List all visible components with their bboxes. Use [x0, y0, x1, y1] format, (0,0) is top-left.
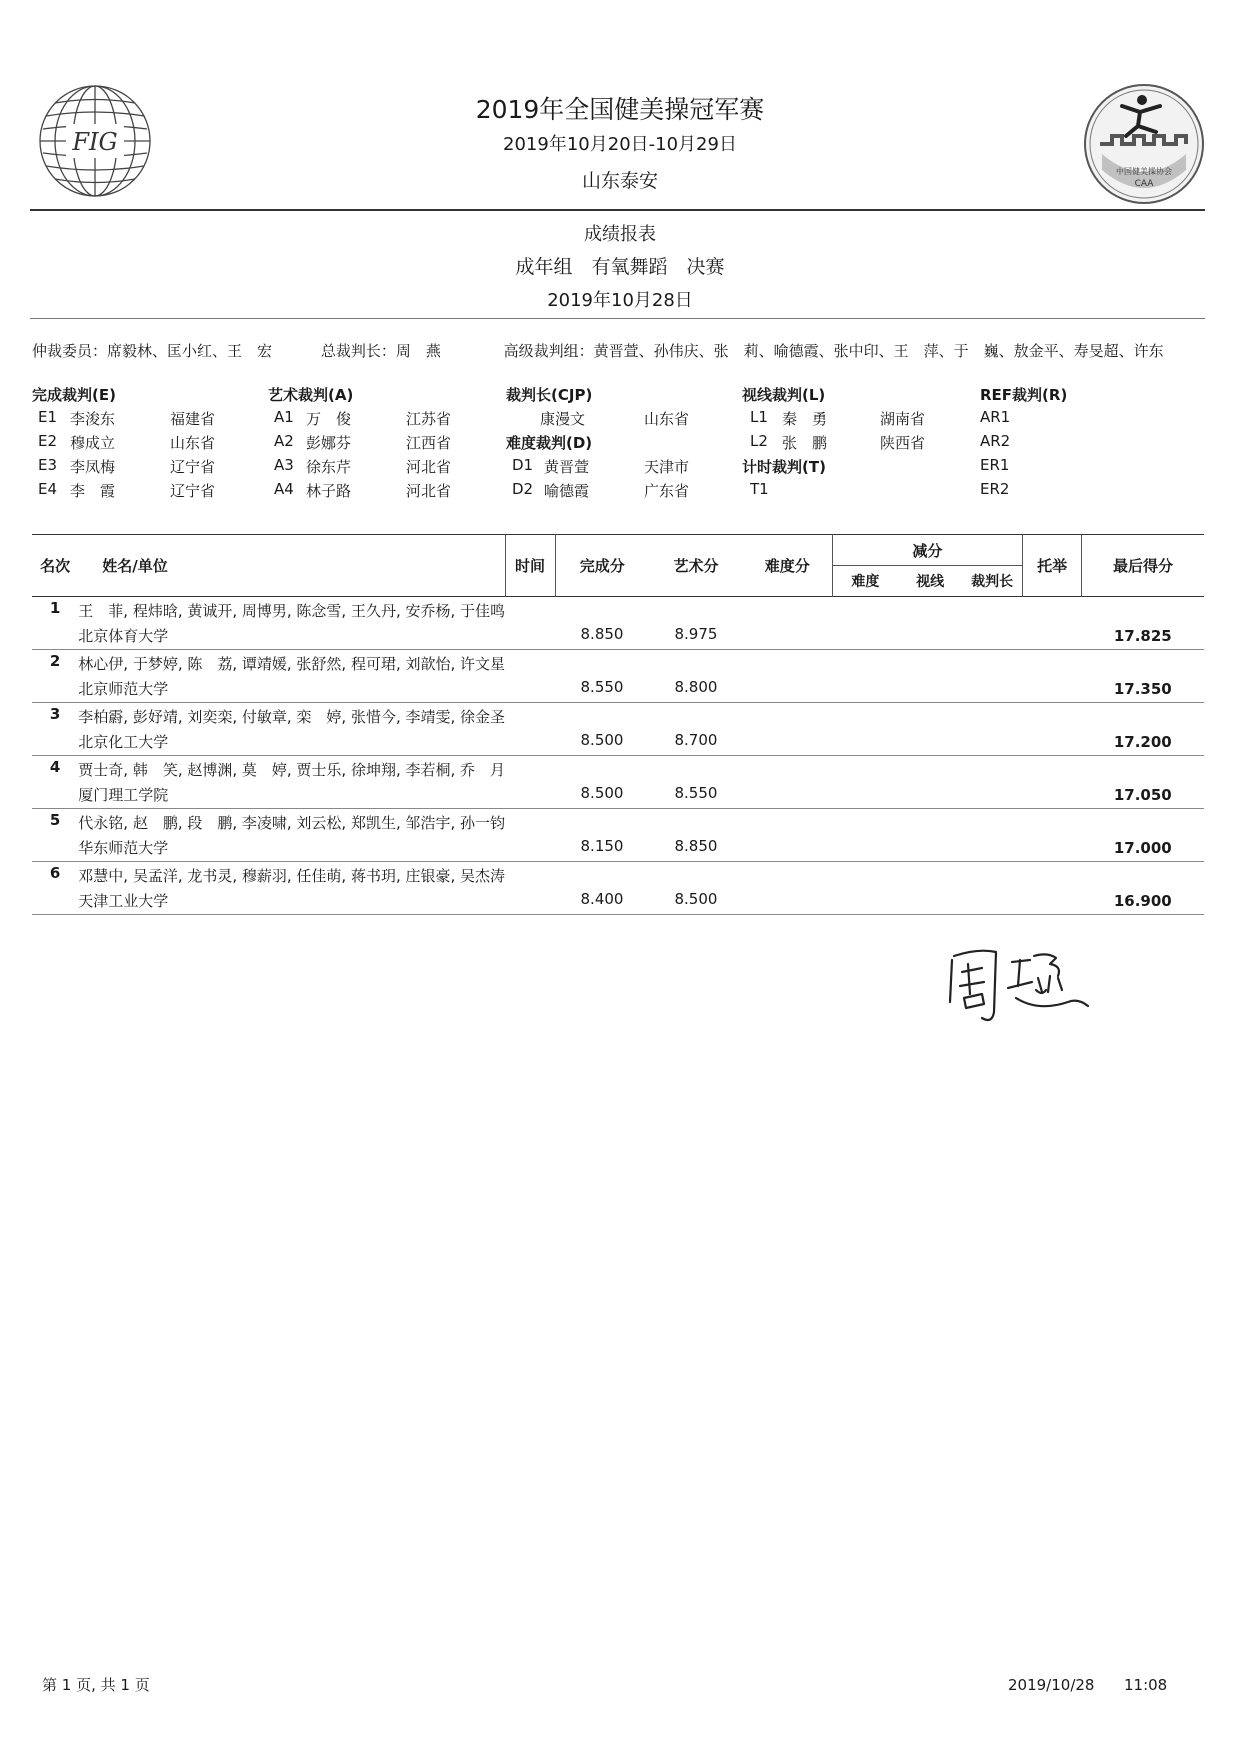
cjp-province: 山东省 [644, 410, 690, 428]
rank-cell: 2 [49, 652, 61, 670]
subheader-divider [30, 318, 1205, 319]
judge-name: 徐东芹 [306, 458, 352, 476]
judge-code: E2 [38, 432, 58, 450]
judge-province: 天津市 [644, 458, 690, 476]
report-date: 2019年10月28日 [547, 290, 693, 311]
team-name: 华东师范大学 [78, 839, 169, 857]
artistic-score: 8.500 [674, 890, 718, 908]
rank-cell: 5 [49, 811, 61, 829]
judge-code: T1 [750, 480, 769, 498]
time-cell [505, 650, 555, 703]
judge-code: D2 [512, 480, 534, 498]
difficulty-score [743, 703, 832, 756]
line-panel-title: 视线裁判(L) [742, 386, 826, 404]
table-row [32, 650, 1204, 703]
judge-province: 河北省 [406, 482, 452, 500]
artistic-score: 8.550 [674, 784, 718, 802]
table-header-row [32, 535, 1204, 566]
col-header-final: 最后得分 [1082, 535, 1204, 597]
col-header-ded-cjp: 裁判长 [971, 574, 1014, 590]
final-score: 16.900 [1113, 892, 1172, 910]
ref-panel-title: REF裁判(R) [980, 386, 1068, 404]
judge-code: E4 [38, 480, 58, 498]
table-row [32, 703, 1204, 756]
judge-code: L2 [750, 432, 768, 450]
judge-code: A3 [274, 456, 294, 474]
judge-province: 广东省 [644, 482, 690, 500]
athletes-cell [78, 650, 505, 703]
fig-logo-text: FIG [72, 128, 118, 156]
time-panel-title: 计时裁判(T) [742, 458, 826, 476]
col-header-ded-difficulty: 难度 [832, 566, 898, 597]
head-judge-label: 总裁判长： [320, 342, 396, 360]
team-name: 北京师范大学 [78, 680, 169, 698]
ref-code: ER1 [980, 456, 1010, 474]
rank-cell: 1 [49, 599, 61, 617]
judge-name: 黄晋萱 [544, 458, 590, 476]
judge-name: 穆成立 [70, 434, 116, 452]
report-subtitle: 成年组 有氧舞蹈 决赛 [515, 256, 725, 278]
judge-code: D1 [512, 456, 534, 474]
team-name: 厦门理工学院 [78, 786, 169, 804]
rank-cell: 6 [49, 864, 61, 882]
artistic-score: 8.800 [674, 678, 718, 696]
cjp-name: 康漫文 [540, 410, 586, 428]
team-name: 北京化工大学 [78, 733, 169, 751]
table-row [32, 809, 1204, 862]
print-date: 2019/10/28 [1008, 1676, 1095, 1694]
judge-name: 林子路 [306, 482, 352, 500]
athlete-names: 贾士奇, 韩 笑, 赵博渊, 莫 婷, 贾士乐, 徐坤翔, 李若桐, 乔 月 [78, 761, 506, 779]
handwritten-signature [938, 942, 1098, 1042]
judge-code: L1 [750, 408, 768, 426]
judge-name: 秦 勇 [782, 410, 828, 428]
judge-province: 山东省 [170, 434, 216, 452]
judge-code: E3 [38, 456, 58, 474]
col-header-artistic: 艺术分 [673, 557, 719, 575]
athlete-names: 王 菲, 程炜晗, 黄诚开, 周博男, 陈念雪, 王久丹, 安乔杨, 于佳鸣 [78, 602, 506, 620]
caa-logo-text: 中国健美操协会 [1116, 167, 1172, 176]
difficulty-score [743, 809, 832, 862]
col-header-ded-line: 视线 [916, 574, 945, 590]
judge-province: 辽宁省 [170, 458, 216, 476]
judge-province: 辽宁省 [170, 482, 216, 500]
header-divider [30, 209, 1205, 211]
results-table [32, 534, 1204, 915]
final-score: 17.000 [1113, 839, 1172, 857]
rank-cell: 4 [49, 758, 61, 776]
execution-score: 8.850 [580, 625, 624, 643]
athletes-cell [78, 862, 505, 915]
athletes-cell [78, 703, 505, 756]
time-cell [505, 597, 555, 650]
print-time: 11:08 [1124, 1676, 1168, 1694]
col-header-name: 姓名/单位 [102, 557, 168, 575]
artistic-panel-title: 艺术裁判(A) [268, 386, 354, 404]
table-row [32, 597, 1204, 650]
competition-venue: 山东泰安 [581, 170, 658, 192]
judge-province: 江西省 [406, 434, 452, 452]
col-header-rank: 名次 [40, 557, 71, 575]
athlete-names: 林心伊, 于梦婷, 陈 荔, 谭靖媛, 张舒然, 程可珺, 刘歆怡, 许文星 [78, 655, 506, 673]
rank-cell: 3 [49, 705, 61, 723]
team-name: 北京体育大学 [78, 627, 169, 645]
final-score: 17.350 [1113, 680, 1172, 698]
col-header-lift: 托举 [1023, 535, 1082, 597]
table-row [32, 756, 1204, 809]
difficulty-score [743, 650, 832, 703]
difficulty-score [743, 597, 832, 650]
col-header-execution: 完成分 [555, 535, 649, 597]
svg-text:CAA: CAA [1134, 179, 1154, 189]
judge-province: 湖南省 [880, 410, 926, 428]
competition-title: 2019年全国健美操冠军赛 [475, 95, 765, 124]
judge-province: 江苏省 [406, 410, 452, 428]
col-header-time: 时间 [505, 535, 555, 597]
athletes-cell [78, 809, 505, 862]
judge-name: 万 俊 [306, 410, 352, 428]
table-row [32, 862, 1204, 915]
artistic-score: 8.975 [674, 625, 718, 643]
report-title: 成绩报表 [584, 224, 656, 245]
judge-code: E1 [38, 408, 58, 426]
judge-name: 喻德霞 [544, 482, 590, 500]
ref-code: AR1 [980, 408, 1011, 426]
artistic-score: 8.700 [674, 731, 718, 749]
judge-province: 福建省 [170, 410, 216, 428]
execution-score: 8.500 [580, 731, 624, 749]
jury-members: 席毅林、匡小红、王 宏 [107, 342, 273, 360]
athlete-names: 邓慧中, 吴孟洋, 龙书灵, 穆薪羽, 任佳萌, 蒋书玥, 庄银豪, 吴杰涛 [78, 867, 506, 885]
senior-judges-label: 高级裁判组： [503, 342, 594, 360]
col-header-deductions: 减分 [832, 535, 1023, 566]
athlete-names: 李柏霨, 彭妤靖, 刘奕栾, 付敏章, 栾 婷, 张惜今, 李靖雯, 徐金圣 [78, 708, 506, 726]
ref-code: ER2 [980, 480, 1010, 498]
team-name: 天津工业大学 [78, 892, 169, 910]
execution-panel-title: 完成裁判(E) [32, 386, 116, 404]
difficulty-panel-title: 难度裁判(D) [506, 434, 593, 452]
officials-line [32, 340, 1170, 361]
final-score: 17.200 [1113, 733, 1172, 751]
difficulty-score [743, 862, 832, 915]
execution-score: 8.150 [580, 837, 624, 855]
execution-score: 8.400 [580, 890, 624, 908]
head-judge-name: 周 燕 [395, 342, 441, 360]
judge-code: A2 [274, 432, 294, 450]
cjp-panel-title: 裁判长(CJP) [506, 386, 593, 404]
athlete-names: 代永铭, 赵 鹏, 段 鹏, 李凌啸, 刘云松, 郑凯生, 邹浩宇, 孙一钧 [78, 814, 506, 832]
judge-name: 李浚东 [70, 410, 116, 428]
page-indicator: 第 1 页, 共 1 页 [42, 1676, 150, 1694]
final-score: 17.825 [1113, 627, 1172, 645]
jury-label: 仲裁委员： [32, 342, 108, 360]
time-cell [505, 703, 555, 756]
time-cell [505, 756, 555, 809]
judge-province: 河北省 [406, 458, 452, 476]
final-score: 17.050 [1113, 786, 1172, 804]
time-cell [505, 809, 555, 862]
col-header-difficulty: 难度分 [764, 557, 810, 575]
senior-judges: 黄晋萱、孙伟庆、张 莉、喻德霞、张中印、王 萍、于 巍、敖金平、寿旻超、许东 [593, 342, 1164, 360]
competition-dates: 2019年10月20日-10月29日 [503, 134, 737, 155]
judge-name: 彭娜芬 [306, 434, 352, 452]
execution-score: 8.500 [580, 784, 624, 802]
ref-code: AR2 [980, 432, 1011, 450]
execution-score: 8.550 [580, 678, 624, 696]
artistic-score: 8.850 [674, 837, 718, 855]
time-cell [505, 862, 555, 915]
judge-code: A4 [274, 480, 294, 498]
difficulty-score [743, 756, 832, 809]
athletes-cell [78, 756, 505, 809]
judge-code: A1 [274, 408, 294, 426]
judge-name: 李凤梅 [70, 458, 116, 476]
judge-province: 陕西省 [880, 434, 926, 452]
athletes-cell [78, 597, 505, 650]
judge-name: 张 鹏 [782, 434, 828, 452]
judge-name: 李 霞 [70, 482, 116, 500]
